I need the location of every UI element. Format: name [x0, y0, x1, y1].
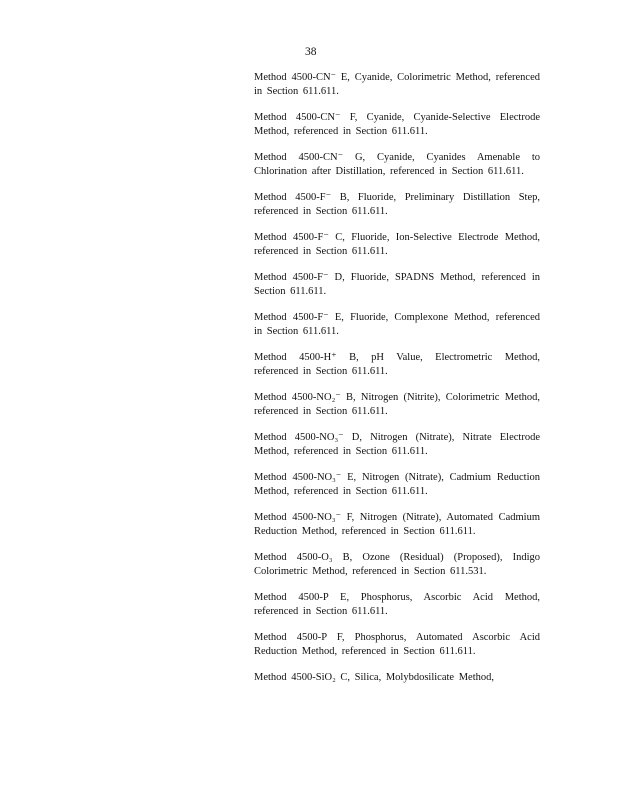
method-entry: Method 4500-F⁻ D, Fluoride, SPADNS Method, referenced in Section 611.611. [254, 272, 540, 297]
method-entry: Method 4500-NO₂⁻ B, Nitrogen (Nitrite), Colorimetric Method, referenced in Section 611.611. [254, 392, 540, 417]
method-entry: Method 4500-P E, Phosphorus, Ascorbic Acid Method, referenced in Section 611.611. [254, 592, 540, 617]
method-entry: Method 4500-CN⁻ F, Cyanide, Cyanide-Selective Electrode Method, referenced in Section 611.611. [254, 112, 540, 137]
method-entry: Method 4500-F⁻ E, Fluoride, Complexone Method, referenced in Section 611.611. [254, 312, 540, 337]
method-entry: Method 4500-NO₃⁻ F, Nitrogen (Nitrate), Automated Cadmium Reduction Method, referenced in Section 611.611. [254, 512, 540, 537]
method-entry: Method 4500-F⁻ B, Fluoride, Preliminary Distillation Step, referenced in Section 611.611. [254, 192, 540, 217]
method-entry: Method 4500-O₃ B, Ozone (Residual) (Proposed), Indigo Colorimetric Method, referenced in Section 611.531. [254, 552, 540, 577]
method-reference-list [254, 71, 540, 685]
method-entry: Method 4500-F⁻ C, Fluoride, Ion-Selective Electrode Method, referenced in Section 611.611. [254, 232, 540, 257]
method-entry: Method 4500-SiO₂ C, Silica, Molybdosilicate Method, [254, 672, 494, 683]
method-entry: Method 4500-P F, Phosphorus, Automated Ascorbic Acid Reduction Method, referenced in Section 611.611. [254, 632, 540, 657]
method-entry: Method 4500-H⁺ B, pH Value, Electrometric Method, referenced in Section 611.611. [254, 352, 540, 377]
method-entry: Method 4500-NO₃⁻ E, Nitrogen (Nitrate), Cadmium Reduction Method, referenced in Section 611.611. [254, 472, 540, 497]
page-number: 38 [305, 46, 317, 58]
method-entry: Method 4500-CN⁻ G, Cyanide, Cyanides Amenable to Chlorination after Distillation, referenced in Section 611.611. [254, 152, 540, 177]
method-entry: Method 4500-CN⁻ E, Cyanide, Colorimetric Method, referenced in Section 611.611. [254, 72, 540, 97]
method-entry: Method 4500-NO₃⁻ D, Nitrogen (Nitrate), Nitrate Electrode Method, referenced in Section 611.611. [254, 432, 540, 457]
